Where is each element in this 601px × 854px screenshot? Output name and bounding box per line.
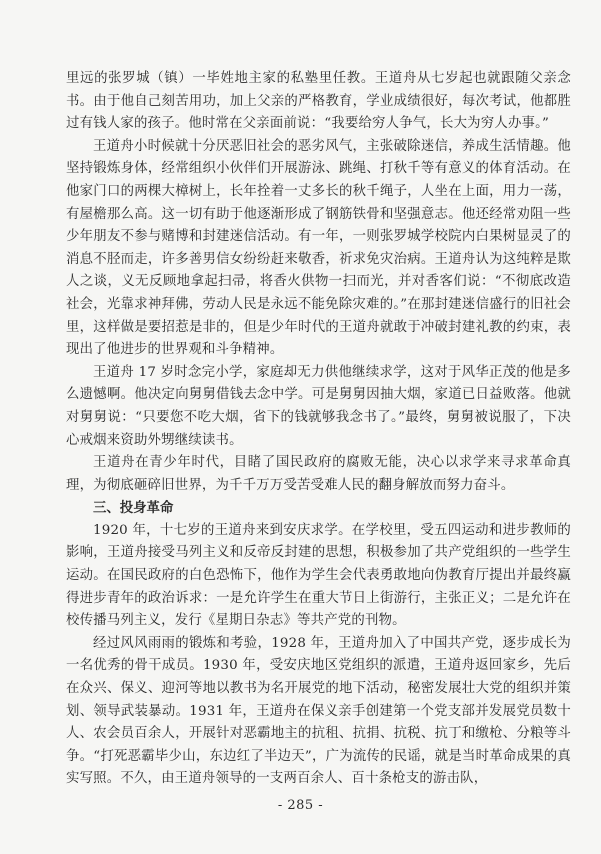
page-number: - 285 - [277,798,324,813]
paragraph: 经过风风雨雨的锻炼和考验，1928 年，王道舟加入了中国共产党，逐步成长为一名优秀的骨干成员。1930 年，受安庆地区党组织的派遣，王道舟返回家乡，先后在众兴、保义、迎河等地以教书为名开展党的地下活动，秘密发展壮大党的组织并策划、领导武装暴动。1931 年，王道舟在保义亲手创建第一个党支部并发展党员数十人、农会员百余人，开展针对恶霸地主的抗租、抗捐、抗税、抗丁和缴枪、分粮等斗争。“打死恶霸毕少山，东边红了半边天”，广为流传的民谣，就是当时革命成果的真实写照。不久，由王道舟领导的一支两百余人、百十条枪支的游击队， [66,635,571,787]
paragraph: 王道舟小时候就十分厌恶旧社会的恶劣风气，主张破除迷信，养成生活情趣。他坚持锻炼身体，经常组织小伙伴们开展游泳、跳绳、打秋千等有意义的体育活动。在他家门口的两棵大樟树上，长年拴着一丈多长的秋千绳子，人坐在上面，用力一荡，有屋檐那么高。这一切有助于他逐渐形成了钢筋铁骨和坚强意志。他还经常劝阻一些少年朋友不参与赌博和封建迷信活动。有一年，一则张罗城学校院内白果树显灵了的消息不胫而走，许多善男信女纷纷赶来敬香，祈求免灾治病。王道舟认为这纯粹是欺人之谈，义无反顾地拿起扫帚，将香火供物一扫而光，并对香客们说：“不彻底改造社会，光靠求神拜佛，劳动人民是永远不能免除灾难的。”在那封建迷信盛行的旧社会里，这样做是要招惹是非的，但是少年时代的王道舟就敢于冲破封建礼教的约束，表现出了他进步的世界观和斗争精神。 [66,138,571,358]
paragraph: 王道舟 17 岁时念完小学，家庭却无力供他继续求学，这对于风华正茂的他是多么遗憾啊。他决定向舅舅借钱去念中学。可是舅舅因抽大烟，家道已日益败落。他就对舅舅说：“只要您不吃大烟，省下的钱就够我念书了。”最终，舅舅被说服了，下决心戒烟来资助外甥继续读书。 [66,364,571,448]
paragraph: 1920 年，十七岁的王道舟来到安庆求学。在学校里，受五四运动和进步教师的影响，王道舟接受马列主义和反帝反封建的思想，积极参加了共产党组织的一些学生运动。在国民政府的白色恐怖下，他作为学生会代表勇敢地向伪教育厅提出并最终赢得进步青年的政治诉求：一是允许学生在重大节日上街游行，主张正义；二是允许在校传播马列主义，发行《星期日杂志》等共产党的刊物。 [66,522,571,629]
section-heading: 三、投身革命 [93,500,174,517]
paragraph-continued: 里远的张罗城（镇）一毕姓地主家的私塾里任教。王道舟从七岁起也就跟随父亲念书。由于他自己刻苦用功，加上父亲的严格教育，学业成绩很好，每次考试，他都胜过有钱人家的孩子。他时常在父亲面前说：“我要给穷人争气，长大为穷人办事。” [66,71,571,132]
paragraph: 王道舟在青少年时代，目睹了国民政府的腐败无能，决心以求学来寻求革命真理，为彻底砸碎旧世界，为千千万万受苦受难人民的翻身解放而努力奋斗。 [66,455,571,493]
